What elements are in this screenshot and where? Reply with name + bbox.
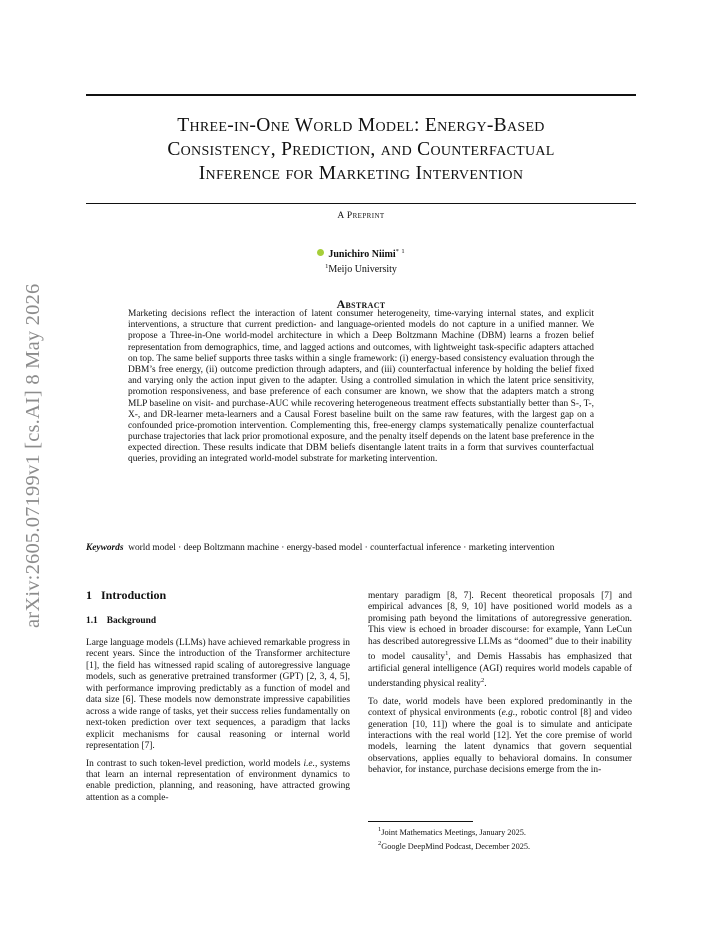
section-title: Introduction [101, 588, 167, 602]
keywords-label: Keywords [86, 543, 124, 553]
title-line-3: Inference for Marketing Intervention [198, 163, 524, 184]
paragraph: mentary paradigm [8, 7]. Recent theoretical proposals [7] and empirical advances [8, 9, 10] have positioned world models as a promising path beyond the limitations of autoregressive generation. This view is echoed in broader discourse: for example, Yann LeCun has described autoregressive LLMs as “doomed” due to their inability to model causality$^1$, and Demis Hassabis has emphasized that artificial general intelligence (AGI) requires world models capable of understanding physical reality$^2$. [368, 591, 633, 690]
keywords [86, 543, 636, 555]
paragraph: Large language models (LLMs) have achieved remarkable progress in recent years. Since the introduction of the Transformer architecture [1], the field has witnessed rapid scaling of autoregressive language models, such as generative pretrained transformer (GPT) [2, 3, 4, 5], with performance improving predictably as a function of model and data size [6]. These models now demonstrate impressive capabilities across a wide range of tasks, yet their success relies fundamentally on next-token prediction over text sequences, a paradigm that lacks explicit mechanisms for causal reasoning or internal world representation [7]. [86, 638, 350, 752]
orcid-icon[interactable] [317, 249, 324, 256]
title-line-2: Consistency, Prediction, and Counterfactual [167, 139, 555, 160]
author-block [86, 246, 636, 276]
paragraph: In contrast to such token-level prediction, world models i.e., systems that learn an internal representation of environment dynamics to enable prediction, planning, and reasoning, have attracted growing attention as a comple- [86, 758, 350, 803]
footnote-2: $^2$Google DeepMind Podcast, December 2025. [378, 840, 531, 851]
title-line-1: Three-in-One World Model: Energy-Based [177, 115, 545, 136]
abstract-body: Marketing decisions reflect the interaction of latent consumer heterogeneity, time-varying internal states, and explicit interventions, a structure that current prediction- and language-oriented models do not capture in a unified manner. We propose a Three-in-One world-model architecture in which a Deep Boltzmann Machine (DBM) learns a frozen belief representation from demographics, time, and lagged actions and outcomes, with lightweight task-specific adapters attached on top. The same belief supports three tasks within a single framework: (i) energy-based consistency evaluation through the DBM’s free energy, (ii) outcome prediction through adapters, and (iii) counterfactual inference by holding the belief fixed and varying only the action input given to the adapter. Using a controlled simulation in which the latent price sensitivity, promotion responsiveness, and base preference of each consumer are known, we show that the adapters match a strong MLP baseline on visit- and purchase-AUC while recovering heterogeneous treatment effects substantially better than S-, T-, X-, and DR-learner meta-learners and a Causal Forest baseline built on the same raw features, with the largest gap on a confounded price-promotion intervention. Complementing this, free-energy clamps systematically penalize counterfactual purchase trajectories that lack prior promotional exposure, and the penalty itself depends on the latent base preference in the expected direction. These results indicate that DBM beliefs disentangle latent traits in a form that survives counterfactual queries, providing an integrated world-model substrate for marketing intervention. [128, 309, 594, 465]
author-line [86, 246, 636, 261]
affiliation-line [86, 261, 636, 276]
affiliation: Meijo University [328, 264, 397, 275]
footnotes [378, 824, 648, 852]
subsection-number: 1.1 [86, 616, 98, 626]
subsection-heading-background [86, 615, 350, 627]
subsection-title: Background [106, 616, 157, 626]
affiliation-num: 1 [325, 263, 329, 270]
paper-title [86, 114, 636, 186]
footnote-rule [368, 821, 473, 822]
footnote-ref-2[interactable]: 2 [481, 677, 485, 685]
section-heading-introduction [86, 588, 350, 603]
title-bottom-rule [86, 203, 636, 204]
left-column [86, 588, 350, 810]
arxiv-side-stamp: arXiv:2605.07199v1 [cs.AI] 8 May 2026 [22, 283, 44, 628]
footnote-ref-1[interactable]: 1 [445, 650, 449, 658]
right-column [368, 591, 632, 783]
abstract-heading: Abstract [336, 297, 386, 311]
author-affil-num: 1 [401, 248, 405, 255]
preprint-label: A Preprint [337, 211, 385, 221]
author-mark: * [395, 248, 399, 255]
title-top-rule [86, 94, 636, 96]
keywords-list: world model · deep Boltzmann machine · energy-based model · counterfactual inference · marketing intervention [128, 543, 555, 553]
paragraph: To date, world models have been explored predominantly in the context of physical environments (e.g., robotic control [8] and video generation [10, 11]) where the goal is to simulate and anticipate interactions with the real world [12]. Yet the core premise of world models, learning the latent dynamics that govern sequential observations, applies equally to behavioral domains. In consumer behavior, for instance, purchase decisions emerge from the in- [368, 696, 632, 776]
footnote-1: $^1$Joint Mathematics Meetings, January 2025. [378, 826, 526, 837]
section-number: 1 [86, 588, 92, 602]
author-name: Junichiro Niimi [328, 249, 396, 260]
